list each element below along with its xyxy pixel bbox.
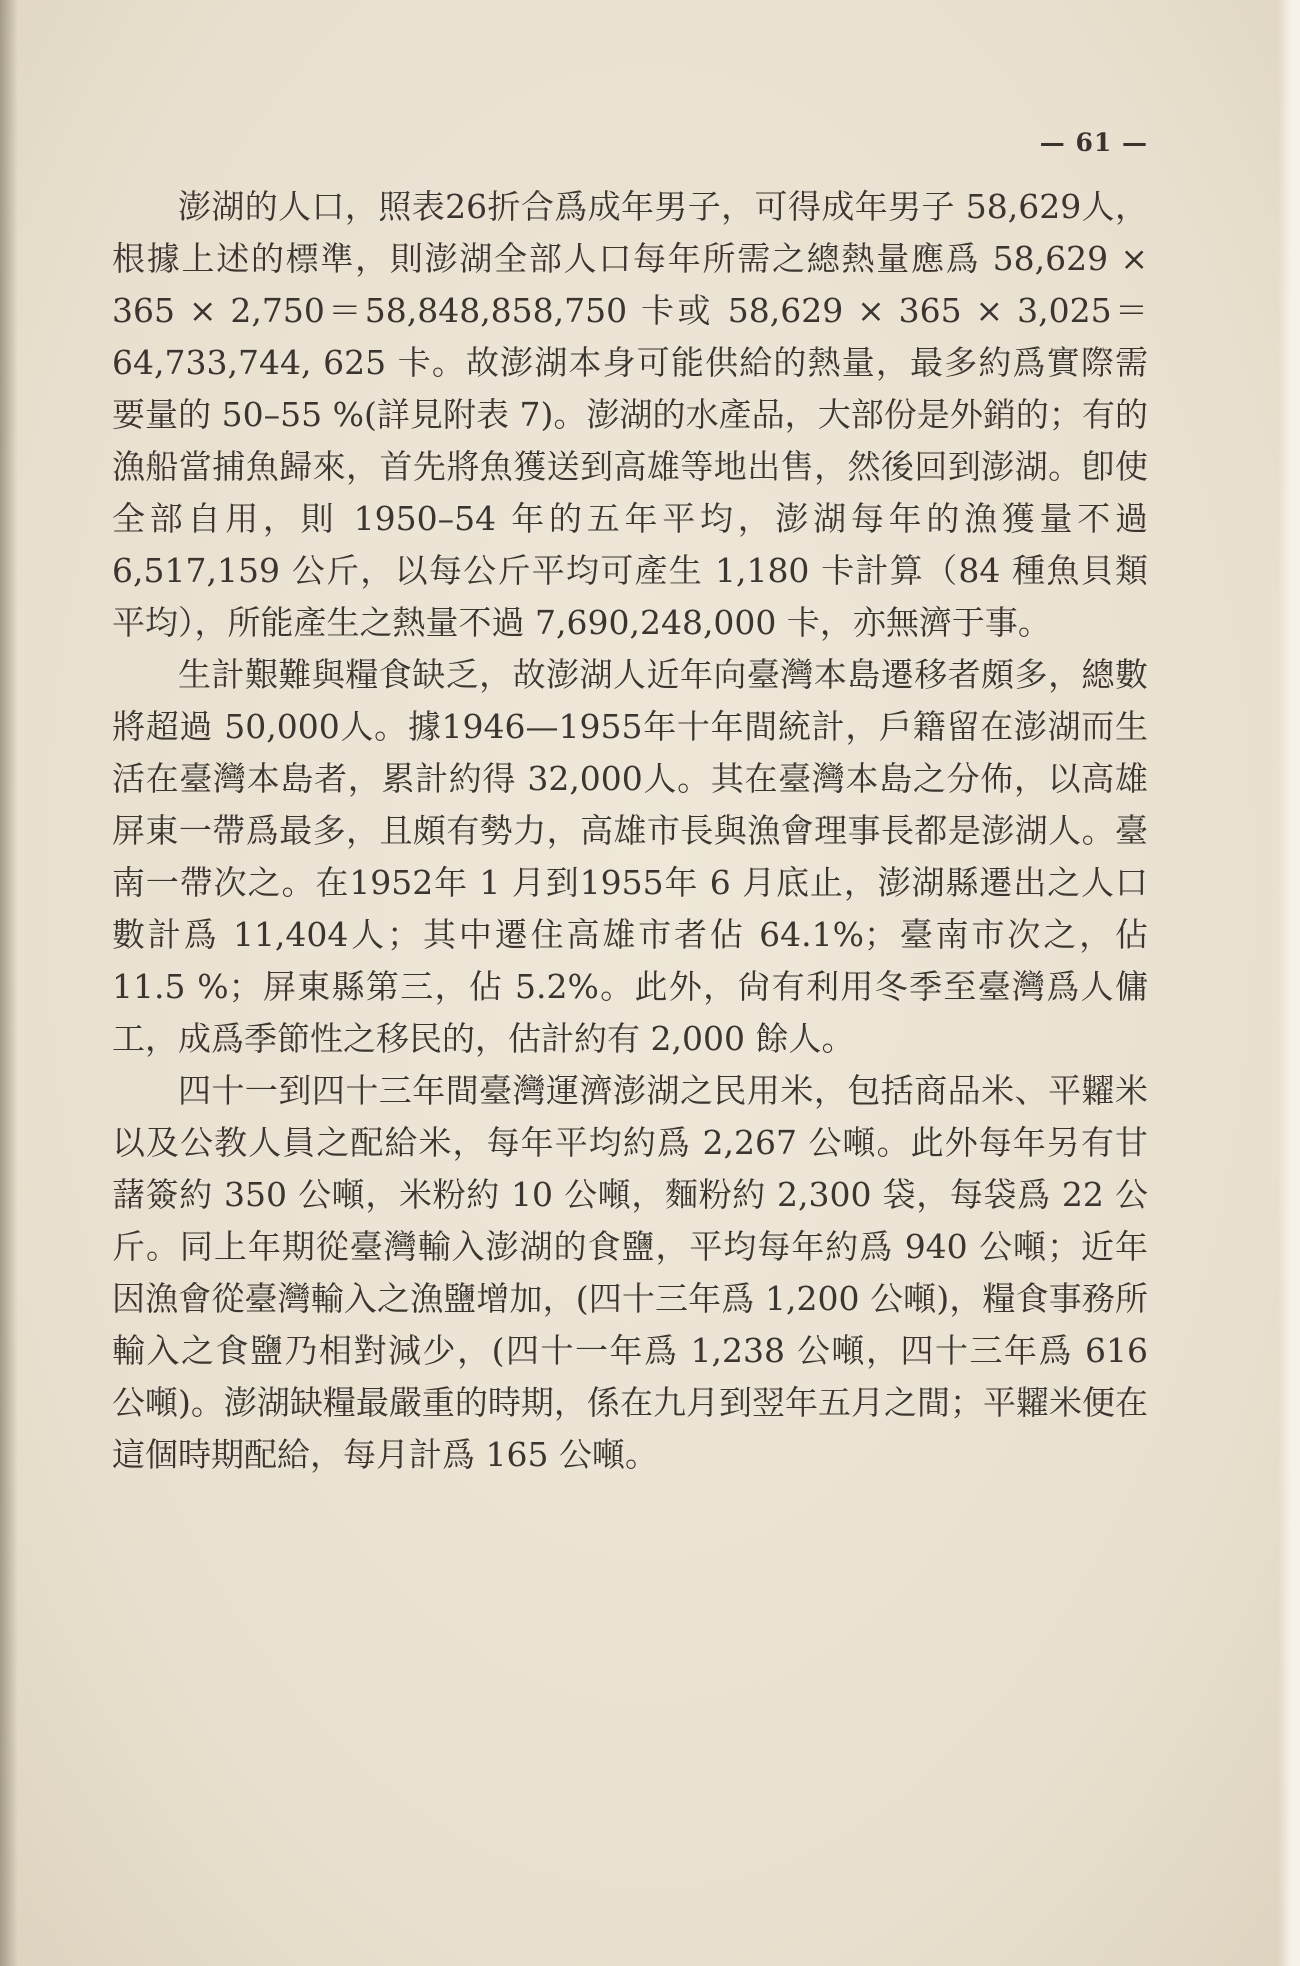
- paragraph-migration: 生計艱難與糧食缺乏，故澎湖人近年向臺灣本島遷移者頗多，總數將超過 50,000人。據1946—1955年十年間統計，戶籍留在澎湖而生活在臺灣本島者，累計約得 32,000人。其在臺灣本島之分佈，以高雄屏東一帶爲最多，且頗有勢力，高雄市長與漁會理事長都是澎湖人。臺南一帶次之。在1952年 1 月到1955年 6 月底止，澎湖縣遷出之人口數計爲 11,404人；其中遷住高雄市者佔 64.1%；臺南市次之，佔 11.5 %；屏東縣第三，佔 5.2%。此外，尙有利用冬季至臺灣爲人傭工，成爲季節性之移民的，估計約有 2,000 餘人。: [112, 655, 1148, 1058]
- paragraph-rice-supply: 四十一到四十三年間臺灣運濟澎湖之民用米，包括商品米、平糶米以及公教人員之配給米，每年平均約爲 2,267 公噸。此外每年另有甘藷簽約 350 公噸，米粉約 10 公噸，麵粉約 2,300 袋，每袋爲 22 公斤。同上年期從臺灣輸入澎湖的食鹽，平均每年約爲 940 公噸；近年因漁會從臺灣輸入之漁鹽增加，(四十三年爲 1,200 公噸)，糧食事務所輸入之食鹽乃相對減少，(四十一年爲 1,238 公噸，四十三年爲 616 公噸)。澎湖缺糧最嚴重的時期，係在九月到翌年五月之間；平糶米便在這個時期配給，每月計爲 165 公噸。: [112, 1071, 1148, 1474]
- page-edge: [1278, 0, 1300, 1966]
- binding-shadow: [0, 0, 18, 1966]
- page-number: — 61 —: [1039, 128, 1148, 157]
- paragraph-population-calories: 澎湖的人口，照表26折合爲成年男子，可得成年男子 58,629人，根據上述的標準，則澎湖全部人口每年所需之總熱量應爲 58,629 × 365 × 2,750＝58,848,858,750 卡或 58,629 × 365 × 3,025＝64,733,744, 625 卡。故澎湖本身可能供給的熱量，最多約爲實際需要量的 50–55 %(詳見附表 7)。澎湖的水產品，大部份是外銷的；有的漁船當捕魚歸來，首先將魚獲送到高雄等地出售，然後回到澎湖。卽使全部自用，則 1950–54 年的五年平均，澎湖每年的漁獲量不過 6,517,159 公斤，以每公斤平均可產生 1,180 卡計算（84 種魚貝類平均），所能產生之熱量不過 7,690,248,000 卡，亦無濟于事。: [112, 187, 1148, 642]
- body-text: [112, 181, 1148, 1481]
